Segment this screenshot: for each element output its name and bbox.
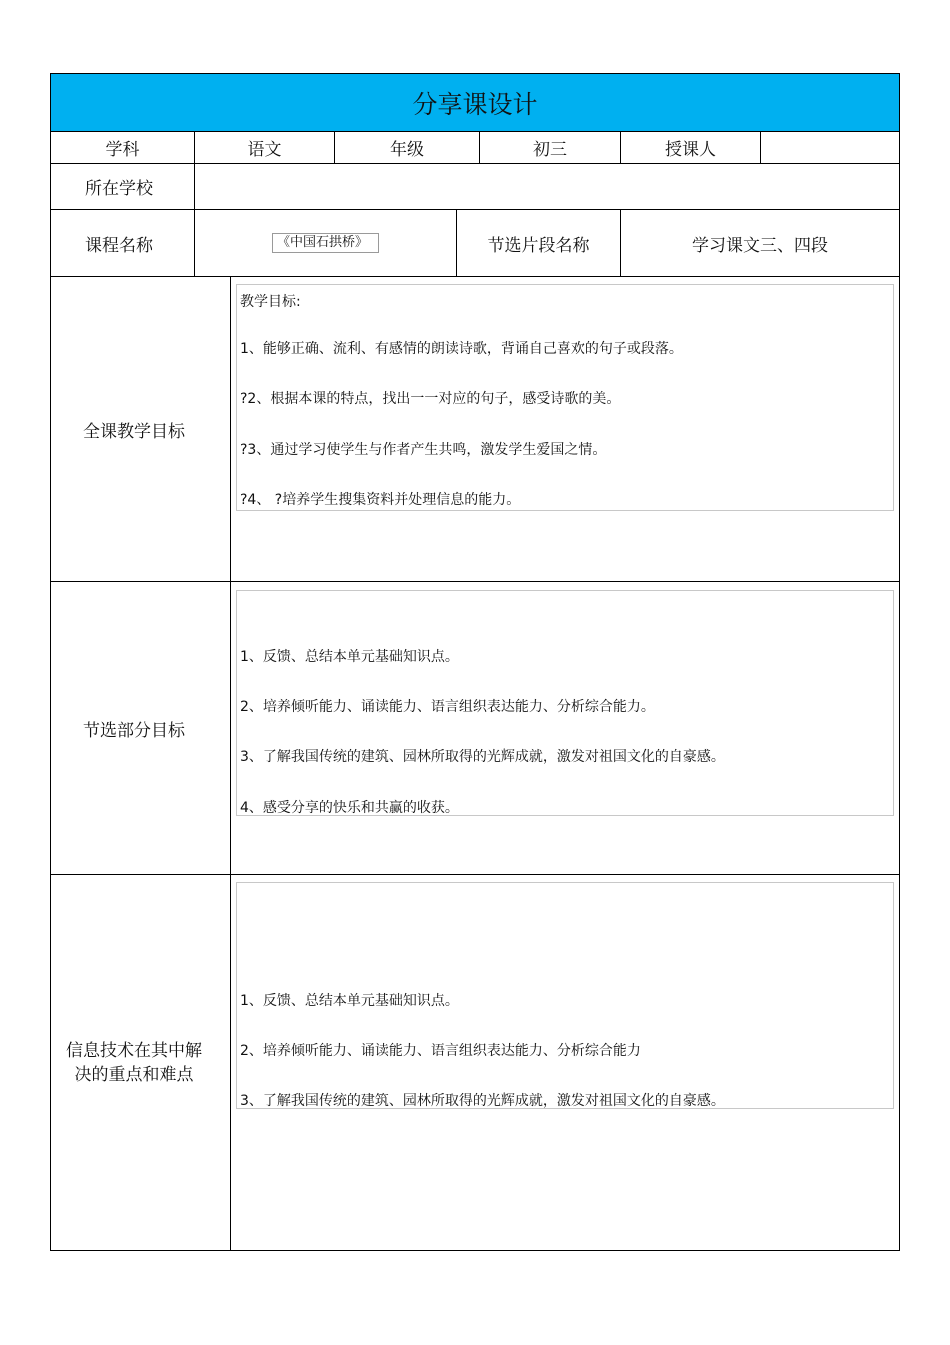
school-value bbox=[195, 164, 899, 209]
overall-goals-heading: 教学目标: bbox=[240, 294, 301, 310]
divider bbox=[230, 276, 231, 1250]
section-goal-item: 4、感受分享的快乐和共赢的收获。 bbox=[240, 800, 459, 816]
excerpt-value: 学习课文三、四段 bbox=[692, 235, 828, 256]
teacher-label: 授课人 bbox=[665, 140, 716, 160]
school-label: 所在学校 bbox=[85, 179, 153, 199]
it-solution-label-line: 信息技术在其中解 bbox=[66, 1040, 202, 1061]
grade-label: 年级 bbox=[390, 140, 424, 160]
it-solution-item: 2、培养倾听能力、诵读能力、语言组织表达能力、分析综合能力 bbox=[240, 1043, 641, 1059]
section-goal-item: 1、反馈、总结本单元基础知识点。 bbox=[240, 649, 459, 665]
section-goal-item: 3、了解我国传统的建筑、园林所取得的光辉成就，激发对祖国文化的自豪感。 bbox=[240, 749, 725, 765]
teacher-value bbox=[761, 132, 899, 163]
it-solution-box bbox=[236, 882, 894, 1109]
it-solution-label-line: 决的重点和难点 bbox=[74, 1064, 194, 1085]
course-name-cell bbox=[195, 210, 456, 276]
overall-goal-item: ?3、通过学习使学生与作者产生共鸣，激发学生爱国之情。 bbox=[240, 442, 607, 458]
lesson-design-table bbox=[50, 73, 900, 1251]
overall-goals-box bbox=[236, 284, 894, 511]
overall-goal-item: ?2、根据本课的特点，找出一一对应的句子，感受诗歌的美。 bbox=[240, 391, 621, 407]
course-name-label: 课程名称 bbox=[85, 235, 153, 256]
it-solution-label bbox=[51, 875, 217, 1250]
overall-goal-item: ?4、 ?培养学生搜集资料并处理信息的能力。 bbox=[240, 492, 521, 508]
overall-goals-label: 全课教学目标 bbox=[83, 421, 185, 442]
section-goals-label: 节选部分目标 bbox=[83, 720, 185, 741]
it-solution-item: 1、反馈、总结本单元基础知识点。 bbox=[240, 993, 459, 1009]
subject-label: 学科 bbox=[105, 140, 140, 160]
subject-value: 语文 bbox=[247, 140, 282, 160]
it-solution-item: 3、了解我国传统的建筑、园林所取得的光辉成就，激发对祖国文化的自豪感。 bbox=[240, 1093, 725, 1109]
section-goals-box bbox=[236, 590, 894, 816]
excerpt-label: 节选片段名称 bbox=[487, 235, 590, 256]
course-name-value: 《中国石拱桥》 bbox=[272, 233, 379, 253]
page-title: 分享课设计 bbox=[412, 89, 538, 119]
overall-goal-item: 1、能够正确、流利、有感情的朗读诗歌，背诵自己喜欢的句子或段落。 bbox=[240, 341, 683, 357]
section-goal-item: 2、培养倾听能力、诵读能力、语言组织表达能力、分析综合能力。 bbox=[240, 699, 655, 715]
grade-value: 初三 bbox=[533, 140, 567, 160]
